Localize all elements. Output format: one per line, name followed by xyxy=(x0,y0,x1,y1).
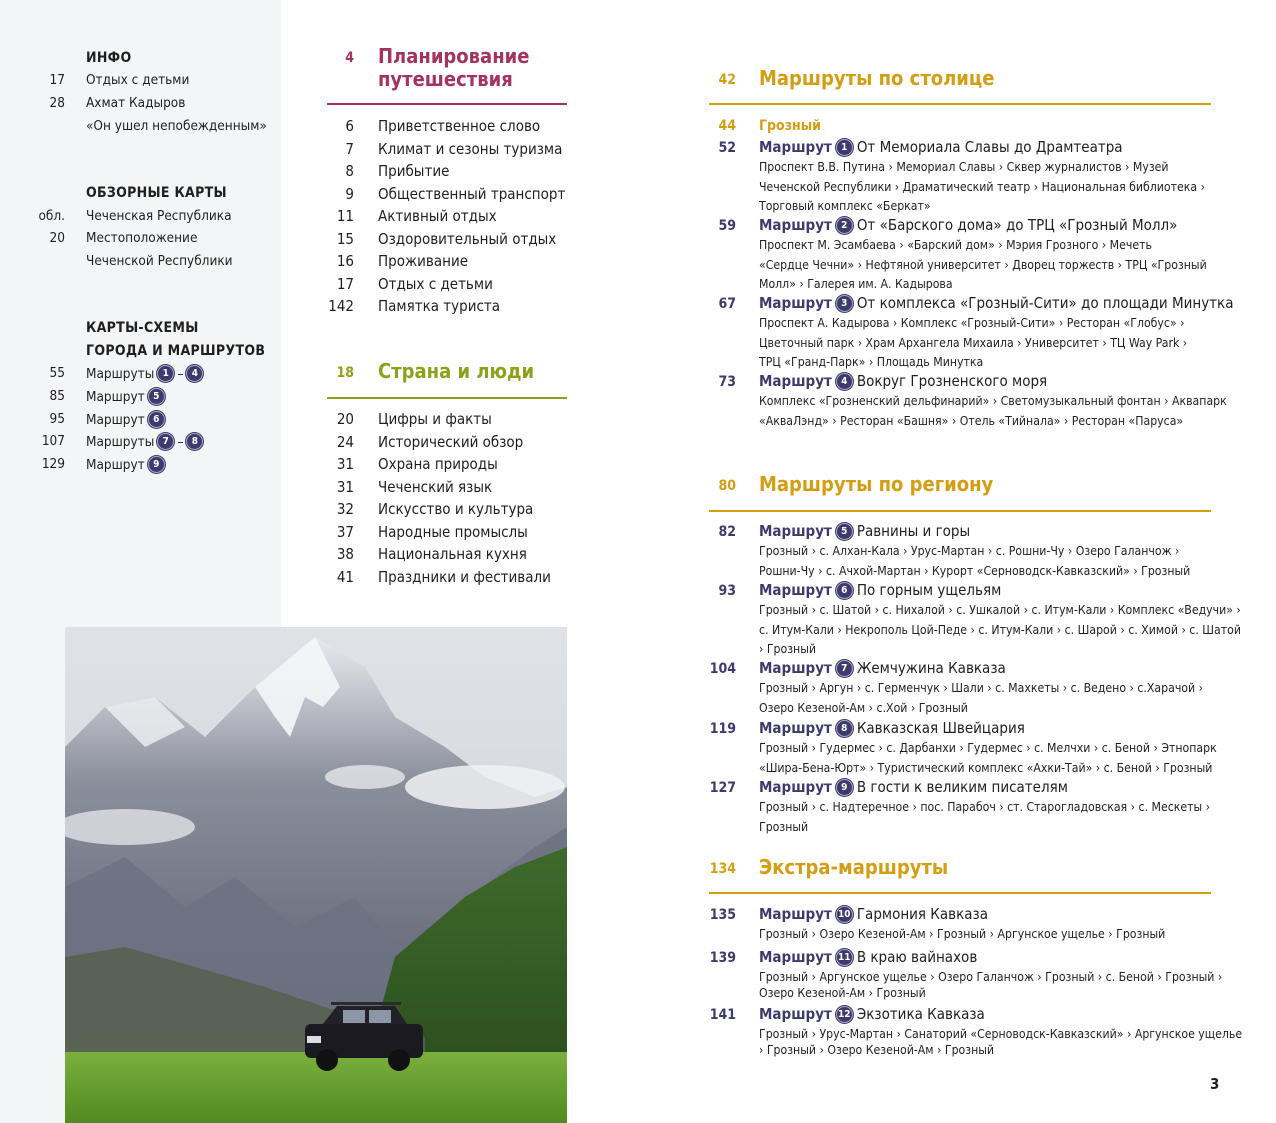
route-title: Гармония Кавказа xyxy=(856,905,988,923)
route-description-line: › Грозный › Озеро Кезеной-Ам › Грозный xyxy=(759,1042,995,1057)
info-heading: ИНФО xyxy=(86,50,132,66)
schemes-heading-line2: ГОРОДА И МАРШРУТОВ xyxy=(86,343,266,359)
section-divider xyxy=(327,103,567,105)
route-description-line: Озеро Кезеной-Ам › с.Хой › Грозный xyxy=(759,700,968,715)
route-page-number: 141 xyxy=(709,1007,736,1023)
route-heading[interactable]: Маршрут 11 В краю вайнахов xyxy=(759,948,978,966)
route-description-line: Проспект А. Кадырова › Комплекс «Грозный-Сити» › Ресторан «Глобус» › xyxy=(759,316,1185,330)
route-number-badge: 6 xyxy=(836,582,853,599)
route-description-line: Грозный › с. Надтеречное › пос. Парабоч › ст. Старогладовская › с. Мескеты › xyxy=(759,800,1211,814)
route-title: Вокруг Грозненского моря xyxy=(856,372,1048,390)
route-page-number: 93 xyxy=(718,583,736,599)
section-divider xyxy=(709,892,1211,894)
route-title: Жемчужина Кавказа xyxy=(856,659,1006,677)
route-number-badge: 7 xyxy=(836,660,853,677)
route-title: В краю вайнахов xyxy=(856,948,978,966)
route-page-number: 135 xyxy=(709,907,736,923)
route-description-line: «АкваЛэнд» › Ресторан «Башня» › Отель «Тийнала» › Ресторан «Паруса» xyxy=(759,413,1184,428)
route-title: От «Барского дома» до ТРЦ «Грозный Молл» xyxy=(856,216,1178,234)
route-heading[interactable]: Маршрут 4 Вокруг Грозненского моря xyxy=(759,372,1048,390)
route-page-number: 139 xyxy=(709,950,736,966)
route-number-badge: 10 xyxy=(836,906,853,923)
mountain-photo xyxy=(65,627,567,1123)
list-item[interactable]: 107 Маршруты 7 – 8 xyxy=(0,433,281,456)
route-description-line: Молл» › Галерея им. А. Кадырова xyxy=(759,277,953,291)
section-divider xyxy=(327,397,567,399)
section-page-number: 4 xyxy=(345,50,354,66)
route-heading[interactable]: Маршрут 2 От «Барского дома» до ТРЦ «Грозный Молл» xyxy=(759,216,1178,234)
route-page-number: 119 xyxy=(709,721,736,737)
route-page-number: 59 xyxy=(718,218,736,234)
route-number-badge: 12 xyxy=(836,1006,853,1023)
route-heading[interactable]: Маршрут 8 Кавказская Швейцария xyxy=(759,719,1025,737)
route-description-line: Проспект М. Эсамбаева › «Барский дом» › Мэрия Грозного › Мечеть xyxy=(759,238,1152,252)
route-description-line: ТРЦ «Гранд-Парк» › Площадь Минутка xyxy=(759,355,984,369)
route-description-line: Грозный xyxy=(759,819,809,834)
route-number-badge: 3 xyxy=(836,295,853,312)
route-number-badge: 5 xyxy=(148,388,165,405)
list-item[interactable]: 17 Отдых с детьми xyxy=(49,72,190,88)
route-number-badge: 8 xyxy=(186,433,203,450)
list-item[interactable]: обл. Чеченская Республика xyxy=(38,208,232,224)
route-description-line: Грозный › Озеро Кезеной-Ам › Грозный › Аргунское ущелье › Грозный xyxy=(759,927,1166,941)
subsection-title[interactable]: Грозный xyxy=(759,118,821,134)
mountain-landscape-illustration xyxy=(65,627,567,1123)
route-page-number: 73 xyxy=(718,374,736,390)
section-title-extra[interactable]: Экстра-маршруты xyxy=(759,855,949,879)
list-item[interactable]: Чеченской Республики xyxy=(86,253,233,269)
route-description-line: Чеченской Республики › Драматический театр › Национальная библиотека › xyxy=(759,179,1205,194)
list-item[interactable]: 55 Маршруты 1 – 4 xyxy=(0,365,281,388)
section-divider xyxy=(709,103,1211,105)
section-page-number: 80 xyxy=(718,478,736,494)
route-description-line: «Сердце Чечни» › Нефтяной университет › Дворец торжеств › ТРЦ «Грозный xyxy=(759,257,1207,272)
route-description-line: Грозный › Гудермес › с. Дарбанхи › Гудермес › с. Мелчхи › с. Беной › Этнопарк xyxy=(759,741,1217,755)
route-title: От комплекса «Грозный-Сити» до площади Минутка xyxy=(856,294,1234,312)
route-description-line: Рошни-Чу › с. Ачхой-Мартан › Курорт «Серноводск-Кавказский» › Грозный xyxy=(759,563,1191,578)
schemes-heading-line1: КАРТЫ-СХЕМЫ xyxy=(86,320,199,336)
section-title-country[interactable]: Страна и люди xyxy=(378,359,535,383)
route-title: По горным ущельям xyxy=(856,581,1002,599)
route-heading[interactable]: Маршрут 3 От комплекса «Грозный-Сити» до площади Минутка xyxy=(759,294,1234,312)
route-title: Экзотика Кавказа xyxy=(856,1005,985,1023)
section-page-number: 42 xyxy=(718,72,736,88)
route-description-line: › Грозный xyxy=(759,642,817,656)
route-title: В гости к великим писателям xyxy=(856,778,1068,796)
route-page-number: 52 xyxy=(718,140,736,156)
section-title-region[interactable]: Маршруты по региону xyxy=(759,472,994,496)
route-heading[interactable]: Маршрут 10 Гармония Кавказа xyxy=(759,905,988,923)
route-number-badge: 11 xyxy=(836,949,853,966)
section-title-planning[interactable]: Планирование путешествия xyxy=(378,44,530,91)
route-description-line: Озеро Кезеной-Ам › Грозный xyxy=(759,985,926,1000)
route-description-line: Грозный › с. Алхан-Кала › Урус-Мартан › с. Рошни-Чу › Озеро Галанчож › xyxy=(759,544,1180,558)
route-heading[interactable]: Маршрут 7 Жемчужина Кавказа xyxy=(759,659,1006,677)
route-number-badge: 4 xyxy=(836,373,853,390)
subsection-page-number: 44 xyxy=(718,118,736,134)
route-description-line: Грозный › Аргун › с. Герменчук › Шали › с. Махкеты › с. Ведено › с.Харачой › xyxy=(759,681,1204,695)
route-description-line: Грозный › с. Шатой › с. Нихалой › с. Ушкалой › с. Итум-Кали › Комплекс «Ведучи» › xyxy=(759,603,1241,617)
route-description-line: Проспект В.В. Путина › Мемориал Славы › Сквер журналистов › Музей xyxy=(759,160,1169,174)
route-heading[interactable]: Маршрут 12 Экзотика Кавказа xyxy=(759,1005,985,1023)
route-number-badge: 5 xyxy=(836,523,853,540)
route-page-number: 104 xyxy=(709,661,736,677)
route-description-line: Цветочный парк › Храм Архангела Михаила › Университет › ТЦ Way Park › xyxy=(759,335,1188,350)
list-item[interactable]: 85 Маршрут 5 xyxy=(0,388,281,411)
route-number-badge: 8 xyxy=(836,720,853,737)
route-description-line: «Шира-Бена-Юрт» › Туристический комплекс «Ахки-Тай» › с. Беной › Грозный xyxy=(759,760,1213,775)
section-page-number: 18 xyxy=(336,365,354,381)
route-number-badge: 9 xyxy=(148,456,165,473)
route-page-number: 82 xyxy=(718,524,736,540)
route-description-line: Грозный › Аргунское ущелье › Озеро Галанчож › Грозный › с. Беной › Грозный › xyxy=(759,970,1223,984)
route-heading[interactable]: Маршрут 9 В гости к великим писателям xyxy=(759,778,1068,796)
route-description-line: Грозный › Урус-Мартан › Санаторий «Серноводск-Кавказский» › Аргунское ущелье xyxy=(759,1027,1243,1041)
page-number: 3 xyxy=(1210,1075,1220,1093)
list-item[interactable]: 95 Маршрут 6 xyxy=(0,411,281,434)
route-title: Равнины и горы xyxy=(856,522,971,540)
route-title: Кавказская Швейцария xyxy=(856,719,1025,737)
route-number-badge: 6 xyxy=(148,411,165,428)
route-heading[interactable]: Маршрут 1 От Мемориала Славы до Драмтеатра xyxy=(759,138,1123,156)
route-description-line: Торговый комплекс «Беркат» xyxy=(759,199,931,213)
route-heading[interactable]: Маршрут 6 По горным ущельям xyxy=(759,581,1002,599)
route-number-badge: 1 xyxy=(836,139,853,156)
route-page-number: 67 xyxy=(718,296,736,312)
list-item[interactable]: «Он ушел непобежденным» xyxy=(86,118,267,134)
section-title-capital[interactable]: Маршруты по столице xyxy=(759,66,995,90)
route-number-badge: 4 xyxy=(186,365,203,382)
route-title: От Мемориала Славы до Драмтеатра xyxy=(856,138,1123,156)
list-item[interactable]: 20 Местоположение xyxy=(49,230,198,246)
section-divider xyxy=(709,510,1211,512)
route-description-line: Комплекс «Грозненский дельфинарий» › Светомузыкальный фонтан › Аквапарк xyxy=(759,394,1227,408)
route-number-badge: 2 xyxy=(836,217,853,234)
route-page-number: 127 xyxy=(709,780,736,796)
route-number-badge: 9 xyxy=(836,779,853,796)
route-heading[interactable]: Маршрут 5 Равнины и горы xyxy=(759,522,971,540)
section-page-number: 134 xyxy=(709,861,736,877)
route-number-badge: 7 xyxy=(157,433,174,450)
list-item[interactable]: 28 Ахмат Кадыров xyxy=(49,95,186,111)
route-description-line: с. Итум-Кали › Некрополь Цой-Педе › с. Итум-Кали › с. Шарой › с. Химой › с. Шатой xyxy=(759,622,1241,637)
overview-maps-heading: ОБЗОРНЫЕ КАРТЫ xyxy=(86,185,227,201)
route-number-badge: 1 xyxy=(157,365,174,382)
list-item[interactable]: 129 Маршрут 9 xyxy=(0,456,281,479)
